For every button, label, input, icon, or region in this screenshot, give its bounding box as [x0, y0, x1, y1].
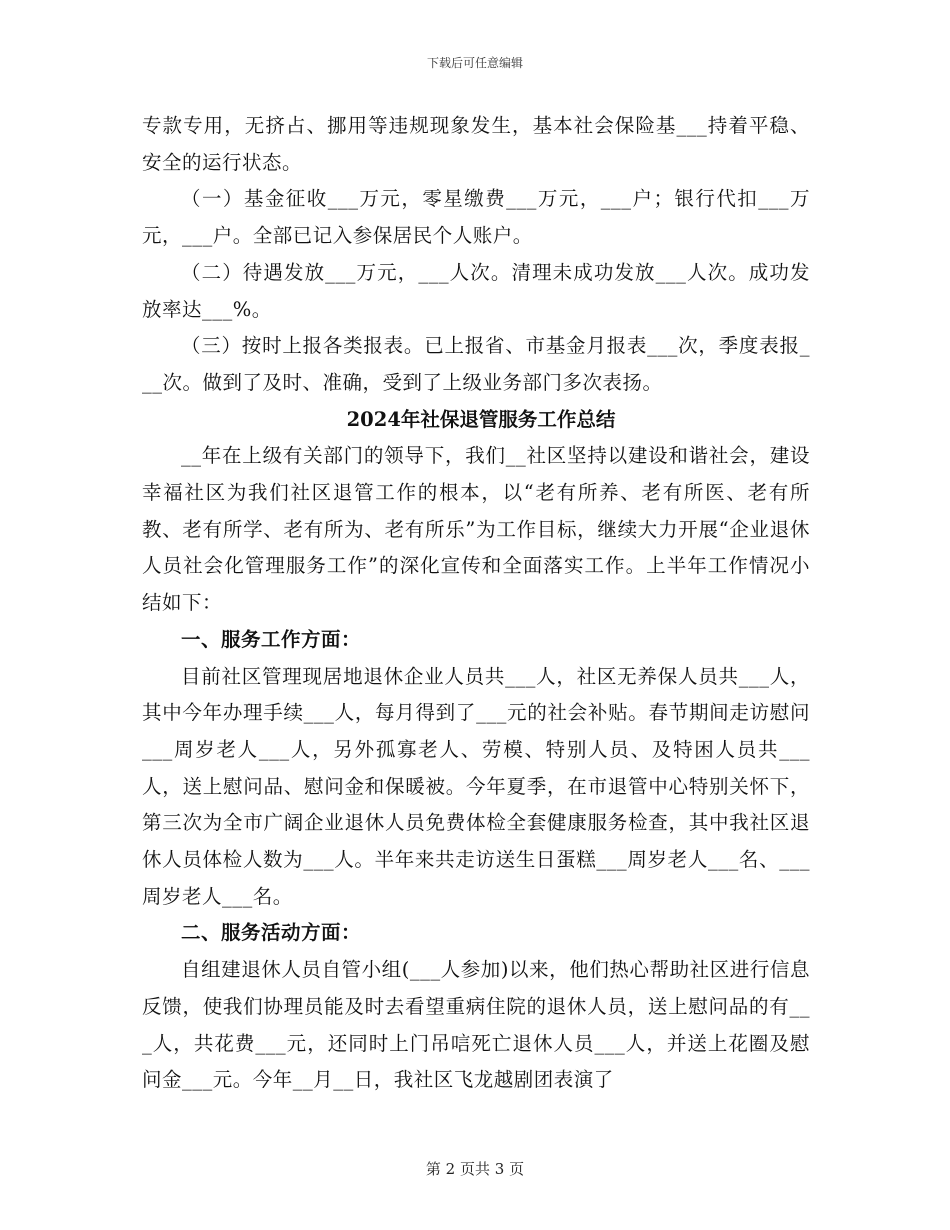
section-1-body: 目前社区管理现居地退休企业人员共___人，社区无养保人员共___人，其中今年办理手续___人，每月得到了___元的社会补贴。春节期间走访慰问___周岁老人___人，另外孤寡老人、劳模、特别人员、及特困人员共___人，送上慰问品、慰问金和保暖被。今年夏季，在市退管中心特别关怀下，第三次为全市广阔企业退休人员免费体检全套健康服务检查，其中我社区退休人员体检人数为___人。半年来共走访送生日蛋糕___周岁老人___名、___周岁老人___名。 [142, 664, 810, 908]
section-1-heading: 一、服务工作方面： [181, 627, 362, 651]
intro-paragraph: 专款专用，无挤占、挪用等违规现象发生，基本社会保险基___持着平稳、安全的运行状态。 [142, 114, 810, 174]
page-header: 下载后可任意编辑 [426, 56, 523, 70]
list-item-1: （一）基金征收___万元，零星缴费___万元，___户；银行代扣___万元，___户。全部已记入参保居民个人账户。 [142, 187, 810, 248]
list-item-3: （三）按时上报各类报表。已上报省、市基金月报表___次，季度表报___次。做到了及时、准确，受到了上级业务部门多次表扬。 [142, 334, 810, 394]
section-2-body: 自组建退休人员自管小组(___人参加)以来，他们热心帮助社区进行信息反馈，使我们协理员能及时去看望重病住院的退休人员，送上慰问品的有___人，共花费___元，还同时上门吊唁死亡退休人员___人，并送上花圈及慰问金___元。今年__月__日，我社区飞龙越剧团表演了 [142, 958, 810, 1092]
document-body [142, 108, 810, 1099]
list-item-2: （二）待遇发放___万元，___人次。清理未成功发放___人次。成功发放率达___%。 [142, 260, 810, 321]
document-title: 2024年社保退管服务工作总结 [346, 407, 616, 431]
opening-paragraph: __年在上级有关部门的领导下，我们__社区坚持以建设和谐社会，建设幸福社区为我们社区退管工作的根本，以“老有所养、老有所医、老有所教、老有所学、老有所为、老有所乐”为工作目标，继续大力开展“企业退休人员社会化管理服务工作”的深化宣传和全面落实工作。上半年工作情况小结如下： [142, 444, 810, 615]
page-footer: 第 2 页共 3 页 [425, 1160, 525, 1178]
section-2-heading: 二、服务活动方面： [181, 921, 362, 945]
